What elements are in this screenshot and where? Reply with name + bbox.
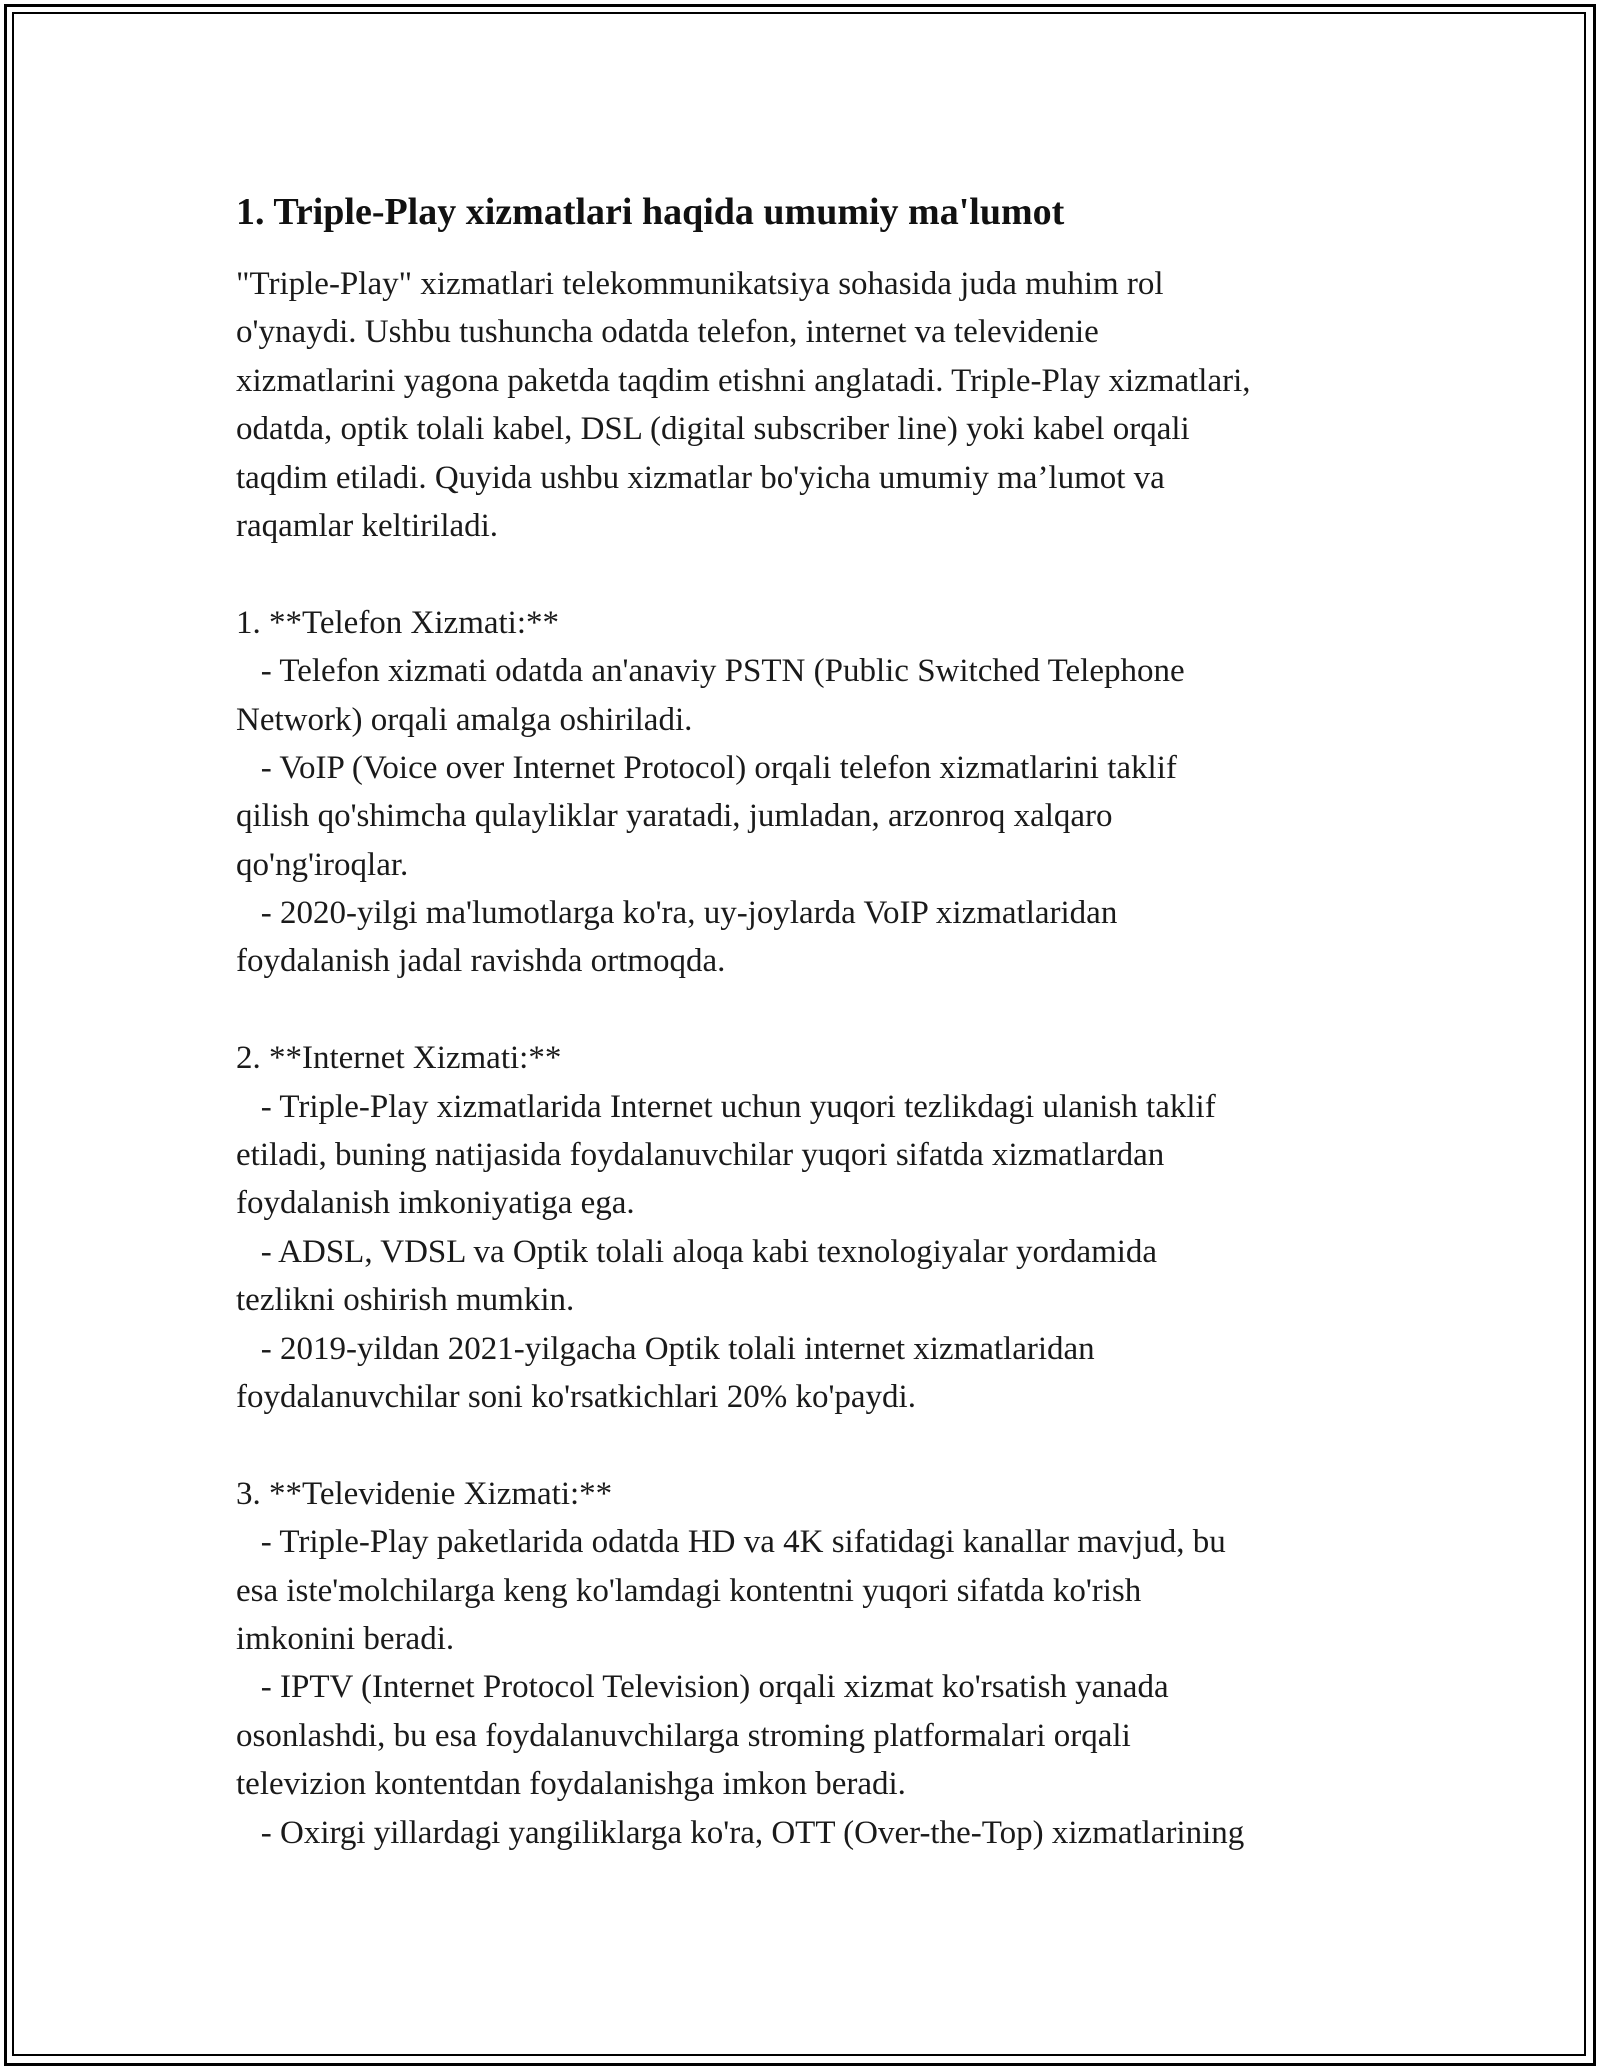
section-line: foydalanuvchilar soni ko'rsatkichlari 20% ko'paydi. <box>236 1378 916 1415</box>
intro-line: "Triple-Play" xizmatlari telekommunikatsiya sohasida juda muhim rol <box>236 266 1164 302</box>
intro-line: raqamlar keltiriladi. <box>236 507 499 544</box>
section-line: - Triple-Play xizmatlarida Internet uchun yuqori tezlikdagi ulanish taklif <box>236 1088 1216 1125</box>
section-line: imkonini beradi. <box>236 1620 455 1657</box>
intro-line: taqdim etiladi. Quyida ushbu xizmatlar bo'yicha umumiy ma’lumot va <box>236 459 1165 496</box>
section-line: qo'ng'iroqlar. <box>236 846 409 883</box>
paragraph-gap <box>236 986 1376 1034</box>
section-title: 2. **Internet Xizmati:** <box>236 1040 562 1077</box>
section-line: - VoIP (Voice over Internet Protocol) orqali telefon xizmatlarini taklif <box>236 749 1177 786</box>
section-line: - IPTV (Internet Protocol Television) orqali xizmat ko'rsatish yanada <box>236 1669 1169 1706</box>
section-line: - 2020-yilgi ma'lumotlarga ko'ra, uy-joylarda VoIP xizmatlaridan <box>236 895 1118 932</box>
intro-paragraph <box>236 260 1376 550</box>
section-line: etiladi, buning natijasida foydalanuvchilar yuqori sifatda xizmatlardan <box>236 1137 1165 1174</box>
section-line: - Triple-Play paketlarida odatda HD va 4K sifatidagi kanallar mavjud, bu <box>236 1524 1226 1561</box>
intro-line: xizmatlarini yagona paketda taqdim etishni anglatadi. Triple-Play xizmatlari, <box>236 362 1251 399</box>
section-line: osonlashdi, bu esa foydalanuvchilarga stroming platformalari orqali <box>236 1717 1131 1754</box>
paragraph-gap <box>236 1421 1376 1469</box>
section-line: - Telefon xizmati odatda an'anaviy PSTN (Public Switched Telephone <box>236 653 1185 690</box>
section-line: - Oxirgi yillardagi yangiliklarga ko'ra, OTT (Over-the-Top) xizmatlarining <box>236 1814 1245 1851</box>
document-body <box>236 186 1376 1857</box>
section-line: televizion kontentdan foydalanishga imkon beradi. <box>236 1766 906 1803</box>
section-televidenie <box>236 1470 1376 1857</box>
document-heading: 1. Triple-Play xizmatlari haqida umumiy ma'lumot <box>236 191 1065 233</box>
intro-line: odatda, optik tolali kabel, DSL (digital subscriber line) yoki kabel orqali <box>236 411 1190 448</box>
section-internet <box>236 1034 1376 1421</box>
section-title: 3. **Televidenie Xizmati:** <box>236 1475 613 1512</box>
section-line: Network) orqali amalga oshiriladi. <box>236 701 693 738</box>
section-line: esa iste'molchilarga keng ko'lamdagi kontentni yuqori sifatda ko'rish <box>236 1572 1142 1609</box>
section-line: - 2019-yildan 2021-yilgacha Optik tolali internet xizmatlaridan <box>236 1330 1095 1367</box>
section-telefon <box>236 599 1376 986</box>
section-line: qilish qo'shimcha qulayliklar yaratadi, jumladan, arzonroq xalqaro <box>236 798 1113 835</box>
section-line: tezlikni oshirish mumkin. <box>236 1282 575 1319</box>
section-line: foydalanish jadal ravishda ortmoqda. <box>236 943 726 980</box>
section-title: 1. **Telefon Xizmati:** <box>236 604 560 641</box>
paragraph-gap <box>236 550 1376 598</box>
section-line: foydalanish imkoniyatiga ega. <box>236 1185 635 1222</box>
section-line: - ADSL, VDSL va Optik tolali aloqa kabi texnologiyalar yordamida <box>236 1233 1158 1270</box>
intro-line: o'ynaydi. Ushbu tushuncha odatda telefon, internet va televidenie <box>236 314 1099 351</box>
